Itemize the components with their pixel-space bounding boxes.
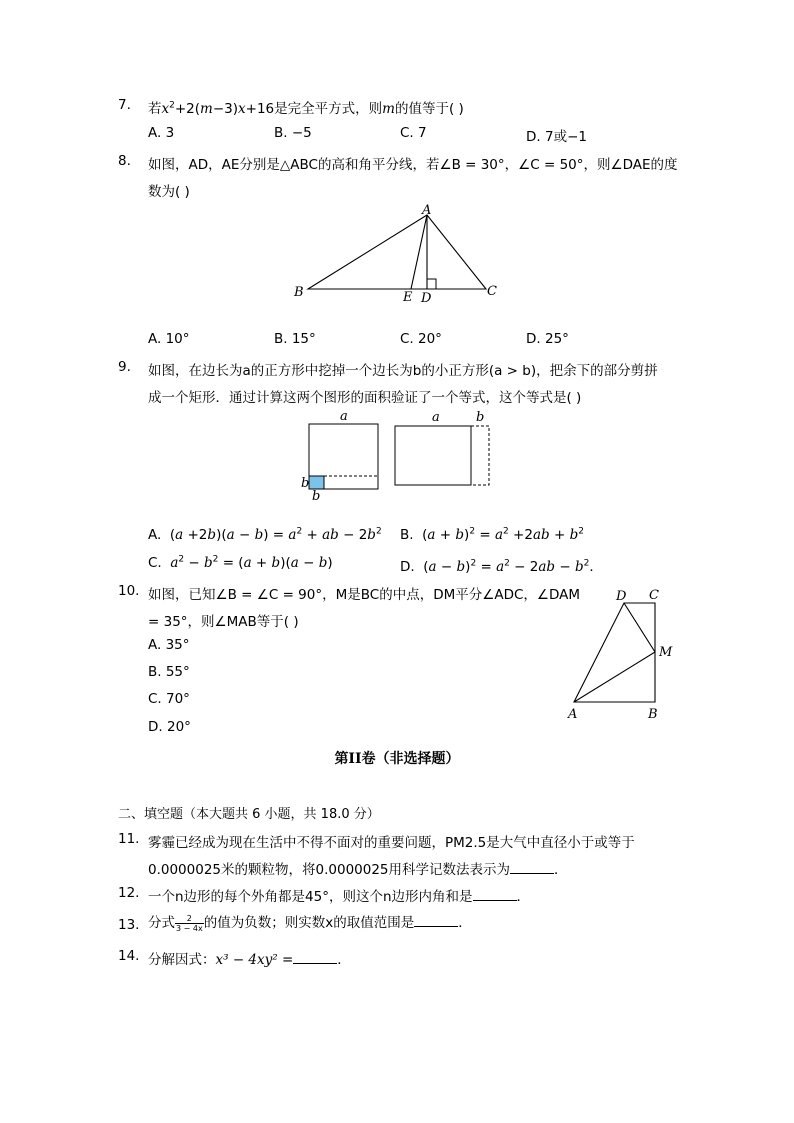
q7-expr-a: +2( — [174, 101, 201, 117]
q7-expr-b: −3) — [212, 101, 239, 117]
triangle-abc — [308, 215, 486, 289]
q9-line2: 成一个矩形．通过计算这两个图形的面积验证了一个等式，这个等式是( ) — [148, 390, 582, 406]
small-square — [309, 476, 324, 489]
q7-option-d: D. 7或−1 — [526, 129, 587, 145]
segment-ae — [411, 215, 427, 289]
q8-option-a: A. 10° — [148, 331, 190, 347]
q13-stem — [148, 911, 472, 933]
dashed-extension — [471, 426, 489, 485]
label-a-right: a — [432, 410, 440, 425]
quad-abcd — [574, 603, 655, 702]
q7-expr-m: m — [200, 101, 213, 117]
q9-option-a: A. $(a +2b)(a - b) = a^2$ + ab − $2b^2$ — [148, 526, 382, 543]
q10-line2: = 35°，则∠MAB等于( ) — [148, 614, 299, 630]
label-c: C — [649, 588, 659, 603]
q12-end: ． — [516, 889, 531, 905]
q8-option-d: D. 25° — [526, 331, 569, 347]
q13-fraction — [175, 914, 204, 933]
q7-stem — [148, 97, 464, 117]
q9-option-b: B. $(a + b)^2 = a^2 +2ab + b^2$ — [400, 526, 584, 543]
q7-expr-exp: 2 — [169, 100, 175, 111]
label-e: E — [403, 290, 413, 305]
q10-option-d: D. 20° — [148, 719, 191, 735]
q14-expr: x³ − 4xy² = — [215, 952, 294, 968]
q11-number: 11. — [118, 831, 140, 847]
q8-triangle-figure — [280, 198, 510, 308]
q10-number: 10. — [118, 583, 140, 599]
q13-frac-den: 3 − 4x — [176, 923, 203, 933]
q11-answer-blank[interactable] — [510, 861, 554, 874]
q13-number: 13. — [118, 917, 140, 933]
section2-title: 第II卷（非选择题） — [334, 751, 460, 767]
label-a-left: a — [340, 409, 348, 424]
label-b: B — [648, 707, 658, 722]
label-a: A — [568, 707, 578, 722]
q9-number: 9. — [118, 359, 131, 375]
q12-text: 一个n边形的每个外角都是45°，则这个n边形内角和是 — [148, 889, 473, 905]
label-a: A — [422, 203, 432, 218]
right-angle-mark — [427, 279, 436, 289]
label-c: C — [487, 284, 497, 299]
q8-option-b: B. 15° — [274, 331, 316, 347]
q13-post: 的值为负数；则实数x的取值范围是 — [203, 915, 415, 931]
q11-line2 — [148, 858, 568, 878]
rectangle — [395, 426, 471, 485]
q7-expr-x2: x — [238, 101, 246, 117]
q11-line2-text: 0.0000025米的颗粒物，将0.0000025用科学记数法表示为 — [148, 862, 511, 878]
label-d: D — [421, 291, 432, 306]
q7-expr-c: +16 — [245, 101, 275, 117]
q12-number: 12. — [118, 885, 140, 901]
q13-frac-num: 2 — [175, 914, 204, 924]
label-d: D — [616, 589, 627, 604]
q9-option-d: D. $(a - b)^2 = a^2 - 2ab - b^2$． — [400, 558, 603, 575]
label-b: B — [294, 285, 304, 300]
q11-line2-end: ． — [554, 862, 568, 878]
fill-in-header: 二、填空题（本大题共 6 小题，共 18.0 分） — [118, 807, 380, 822]
q7-text-post: 是完全平方式，则 — [274, 101, 383, 117]
q10-line1: 如图，已知∠B = ∠C = 90°，M是BC的中点，DM平分∠ADC，∠DAM — [148, 587, 581, 603]
q14-end: ． — [337, 952, 351, 968]
q13-pre: 分式 — [148, 915, 175, 931]
q10-option-a: A. 35° — [148, 637, 190, 653]
q7-text-end: 的值等于( ) — [394, 101, 464, 117]
q13-end: ． — [458, 915, 472, 931]
q11-line1: 雾霾已经成为现在生活中不得不面对的重要问题，PM2.5是大气中直径小于或等于 — [148, 835, 635, 851]
q8-line2: 数为( ) — [148, 184, 190, 200]
q7-option-c: C. 7 — [400, 125, 427, 141]
label-b-bottom: b — [312, 489, 321, 503]
q10-quadrilateral-figure — [562, 584, 684, 724]
q7-option-b: B. −5 — [274, 125, 312, 141]
q10-option-c: C. 70° — [148, 691, 190, 707]
label-b-side: b — [301, 476, 310, 491]
q9-line1: 如图，在边长为a的正方形中挖掉一个边长为b的小正方形(a > b)，把余下的部分剪拼 — [148, 363, 658, 379]
q9-option-c: C. $a^2 - b^2 = (a + b)(a - b)$ — [148, 554, 333, 571]
q9-squares-figure — [296, 407, 506, 503]
q14-pre: 分解因式： — [148, 952, 216, 968]
q7-number: 7. — [118, 97, 131, 113]
q8-line1: 如图，AD，AE分别是△ABC的高和角平分线，若∠B = 30°，∠C = 50°，则∠DAE的度 — [148, 157, 678, 173]
q12-stem — [148, 885, 530, 905]
q7-option-a: A. 3 — [148, 125, 175, 141]
q14-answer-blank[interactable] — [293, 951, 337, 964]
q7-var-m: m — [382, 101, 395, 117]
q13-answer-blank[interactable] — [414, 914, 458, 927]
q7-expr-x: x — [161, 101, 170, 117]
q14-stem — [148, 948, 351, 968]
q12-answer-blank[interactable] — [473, 888, 517, 901]
label-m: M — [659, 645, 673, 660]
q8-number: 8. — [118, 153, 131, 169]
q10-option-b: B. 55° — [148, 664, 190, 680]
q8-option-c: C. 20° — [400, 331, 442, 347]
q14-number: 14. — [118, 948, 140, 964]
segment-dm — [624, 603, 655, 652]
q7-text-pre: 若 — [148, 101, 162, 117]
label-b-right: b — [476, 410, 485, 425]
